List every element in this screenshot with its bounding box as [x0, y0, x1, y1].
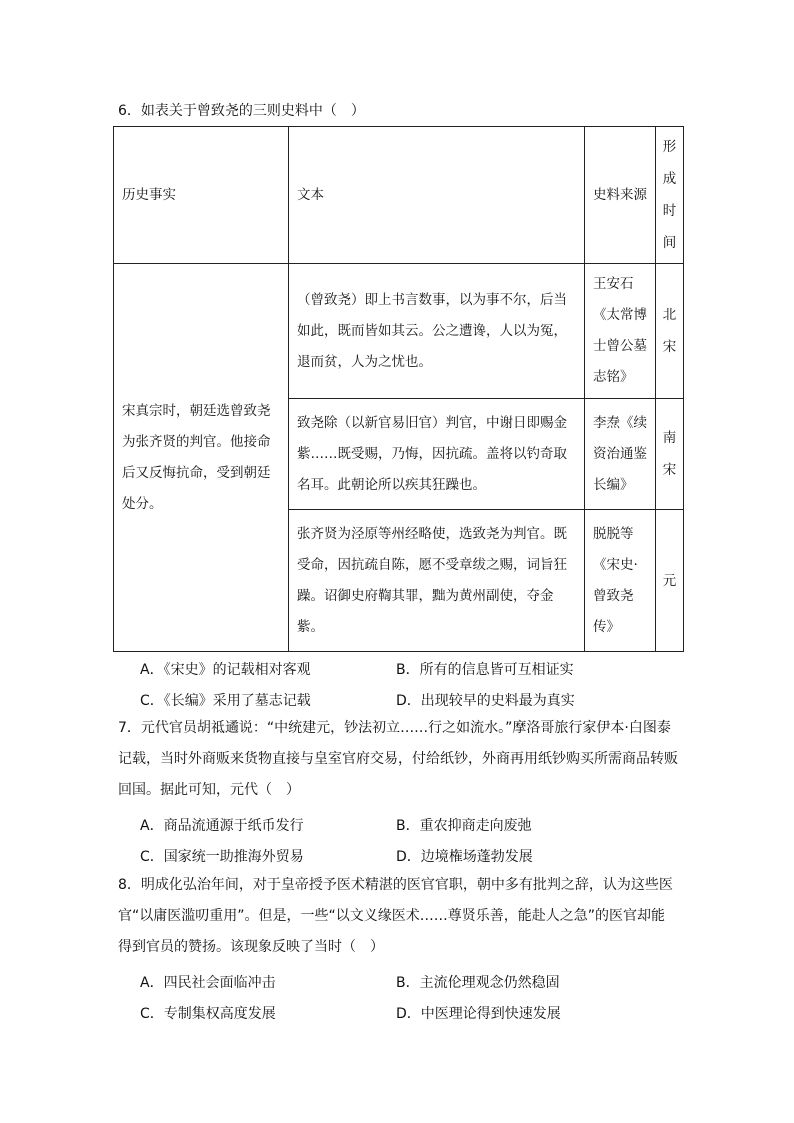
q6-option-d[interactable]: D．出现较早的史料最为真实: [396, 693, 575, 709]
q7-option-c[interactable]: C．国家统一助推海外贸易: [140, 849, 304, 865]
q6-option-c[interactable]: C．《长编》采用了墓志记载: [140, 693, 311, 709]
header-source: 史料来源: [585, 127, 656, 264]
header-text: 文本: [289, 127, 585, 264]
era-cell: 元: [656, 510, 684, 652]
q7-option-b[interactable]: B．重农抑商走向废弛: [396, 818, 532, 834]
header-fact: 历史事实: [114, 127, 289, 264]
table-row: [114, 264, 684, 399]
era-cell: 南宋: [656, 399, 684, 510]
source-cell: 脱脱等《宋史·曾致尧传》: [585, 510, 656, 652]
q8-option-a[interactable]: A．四民社会面临冲击: [140, 975, 276, 991]
q6-option-b[interactable]: B．所有的信息皆可互相证实: [396, 662, 574, 678]
table-header-row: [114, 127, 684, 264]
source-cell: 王安石《太常博士曾公墓志铭》: [585, 264, 656, 399]
era-cell: 北宋: [656, 264, 684, 399]
q6-option-a[interactable]: A．《宋史》的记载相对客观: [140, 662, 311, 678]
question-8-stem: 8．明成化弘治年间，对于皇帝授予医术精湛的医官官职，朝中多有批判之辞，认为这些医官“以庸医滥叨重用”。但是，一些“以文义缘医术……尊贤乐善，能赴人之急”的医官却能得到官员的赞扬。该现象反映了当时（ ）: [118, 877, 673, 955]
question-7-stem: 7．元代官员胡祗遹说：“中统建元，钞法初立……行之如流水。”摩洛哥旅行家伊本·白图泰记载，当时外商贩来货物直接与皇室官府交易，付给纸钞，外商再用纸钞购买所需商品转贩回国。据此可知，元代（ ）: [118, 720, 678, 798]
historical-sources-table: [113, 126, 684, 652]
header-era: 形成时间: [656, 127, 684, 264]
text-cell: 致尧除（以新官易旧官）判官，中谢日即赐金紫……既受赐，乃悔，因抗疏。盖将以钓奇取名耳。此朝论所以疾其狂躁也。: [289, 399, 585, 510]
q8-option-d[interactable]: D．中医理论得到快速发展: [396, 1006, 561, 1022]
q8-option-c[interactable]: C．专制集权高度发展: [140, 1006, 276, 1022]
text-cell: （曾致尧）即上书言数事，以为事不尔，后当如此，既而皆如其云。公之遭谗，人以为冤，退而贫，人为之忧也。: [289, 264, 585, 399]
text-cell: 张齐贤为泾原等州经略使，选致尧为判官。既受命，因抗疏自陈，愿不受章绂之赐，词旨狂躁。诏御史府鞫其罪，黜为黄州副使，夺金紫。: [289, 510, 585, 652]
q7-option-a[interactable]: A．商品流通源于纸币发行: [140, 818, 304, 834]
source-cell: 李焘《续资治通鉴长编》: [585, 399, 656, 510]
question-6-title: 6．如表关于曾致尧的三则史料中（ ）: [118, 103, 365, 119]
historical-fact-cell: 宋真宗时，朝廷选曾致尧为张齐贤的判官。他接命后又反悔抗命，受到朝廷处分。: [114, 264, 289, 652]
q8-option-b[interactable]: B．主流伦理观念仍然稳固: [396, 975, 560, 991]
q7-option-d[interactable]: D．边境権场蓬勃发展: [396, 849, 533, 865]
